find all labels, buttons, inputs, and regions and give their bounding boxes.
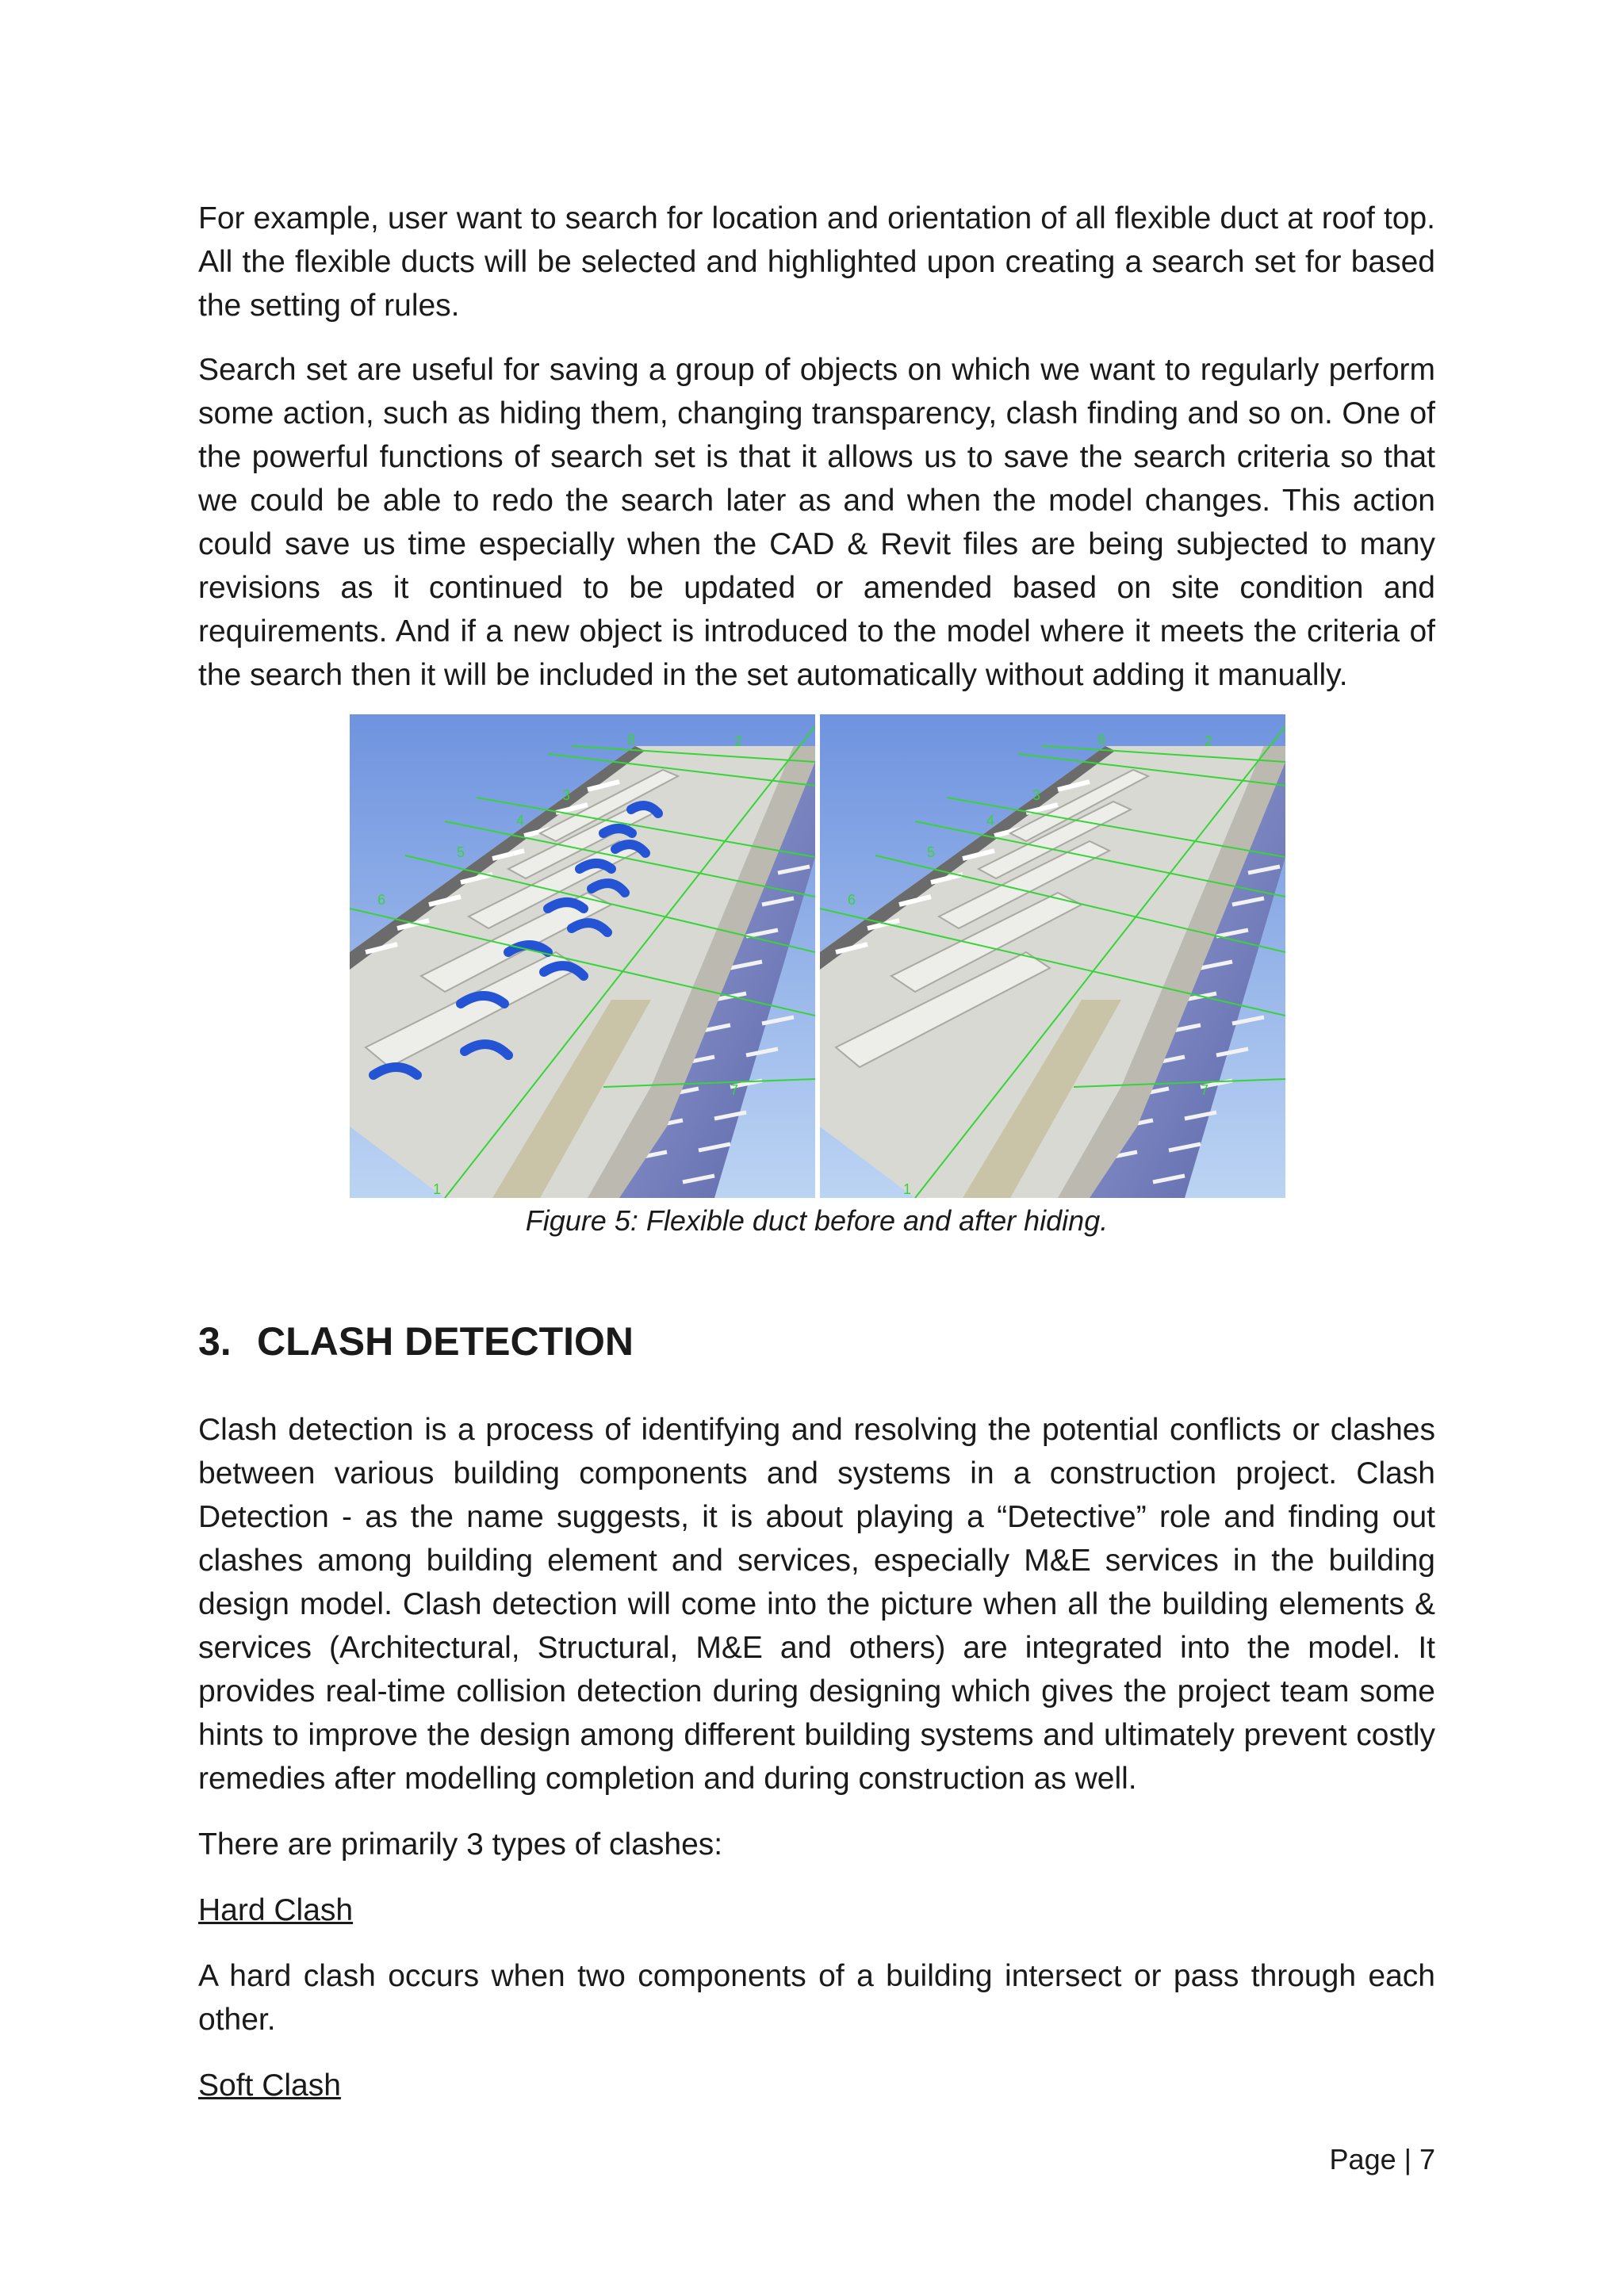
figure-caption: Figure 5: Flexible duct before and after hiding. xyxy=(525,1204,1109,1237)
paragraph-search-example: For example, user want to search for location and orientation of all flexible duct at roof top. All the flexible ducts will be selected and highlighted upon creating a search set for based the setting of rules. xyxy=(198,201,1435,323)
page-number: Page | 7 xyxy=(1329,2143,1435,2175)
paragraph-clash-types-intro: There are primarily 3 types of clashes: xyxy=(198,1827,723,1862)
grid-label-1: 1 xyxy=(433,1181,442,1197)
figure-image-after xyxy=(820,714,1285,1198)
clash-detection-section xyxy=(198,1408,1435,2107)
grid-label-5: 5 xyxy=(927,844,936,860)
grid-label-3: 3 xyxy=(562,787,571,803)
grid-label-6: 6 xyxy=(377,892,386,908)
section-number: 3. xyxy=(198,1319,232,1364)
grid-label-2: 2 xyxy=(734,733,743,749)
model-render-before-hiding xyxy=(350,714,815,1198)
figure-image-before xyxy=(350,714,815,1198)
grid-label-6: 6 xyxy=(848,892,856,908)
figure-5 xyxy=(198,714,1435,1238)
subheading-hard-clash: Hard Clash xyxy=(198,1893,354,1927)
grid-label-4: 4 xyxy=(516,813,525,828)
intro-section xyxy=(198,197,1435,1238)
grid-label-4: 4 xyxy=(986,813,995,828)
section-heading xyxy=(198,1316,634,1367)
paragraph-clash-definition: Clash detection is a process of identifying and resolving the potential conflicts or clashes between various building components and systems in a construction project. Clash Detection - as the name suggests, it is about playing a “Detective” role and finding out clashes among building element and services, especially M&E services in the building design model. Clash detection will come into the picture when all the building elements & services (Architectural, Structural, M&E and others) are integrated into the model. It provides real-time collision detection during designing which gives the project team some hints to improve the design among different building systems and ultimately prevent costly remedies after modelling completion and during construction as well. xyxy=(198,1413,1435,1796)
grid-label-1: 1 xyxy=(903,1181,912,1197)
paragraph-hard-clash: A hard clash occurs when two components of a building intersect or pass through each other. xyxy=(198,1959,1435,2037)
paragraph-search-set: Search set are useful for saving a group of objects on which we want to regularly perform some action, such as hiding them, changing transparency, clash finding and so on. One of the powerful functions of search set is that it allows us to save the search criteria so that we could be able to redo the search later as and when the model changes. This action could save us time especially when the CAD & Revit files are being subjected to many revisions as it continued to be updated or amended based on site condition and requirements. And if a new object is introduced to the model where it meets the criteria of the search then it will be included in the set automatically without adding it manually. xyxy=(198,353,1435,692)
grid-label-8: 8 xyxy=(627,732,636,748)
subheading-soft-clash: Soft Clash xyxy=(198,2068,341,2103)
grid-label-2: 2 xyxy=(1205,733,1213,749)
section-title: CLASH DETECTION xyxy=(257,1319,634,1364)
grid-label-7: 7 xyxy=(730,1082,739,1098)
grid-label-8: 8 xyxy=(1097,732,1106,748)
grid-label-5: 5 xyxy=(457,844,465,860)
model-render-after-hiding xyxy=(820,714,1285,1198)
grid-label-3: 3 xyxy=(1032,787,1041,803)
grid-label-7: 7 xyxy=(1201,1082,1209,1098)
